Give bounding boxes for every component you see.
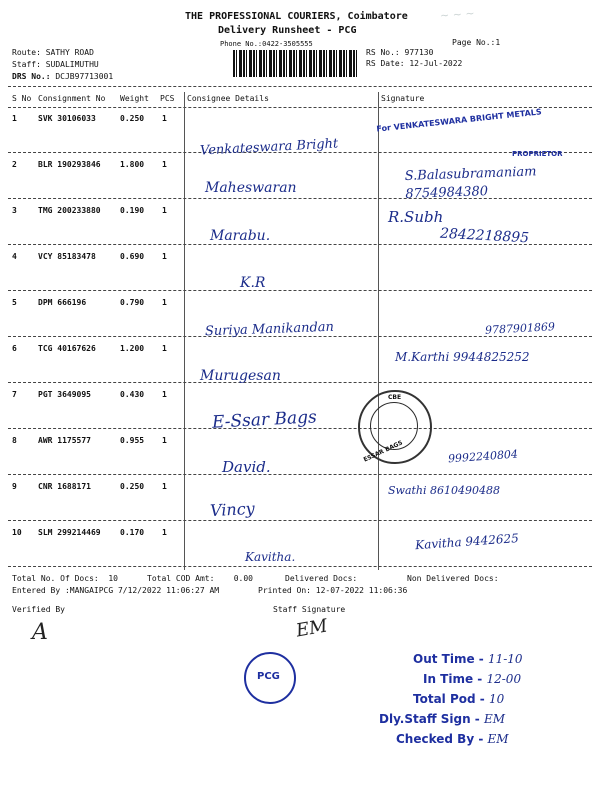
row-divider [8, 336, 592, 337]
consignee-hw-2: Maheswaran [205, 180, 297, 196]
total-cod: Total COD Amt: 0.00 [147, 574, 253, 583]
out-time-value: 11-10 [487, 652, 523, 666]
route-label: Route: SATHY ROAD [12, 48, 94, 57]
delivered-docs: Delivered Docs: [285, 574, 358, 583]
essar-bags-stamp [358, 390, 432, 464]
dly-staff-value: EM [483, 712, 506, 726]
column-headers [0, 94, 600, 106]
pcg-stamp-text: PCG [257, 671, 280, 682]
signature-hw-6: M.Karthi 9944825252 [395, 350, 530, 364]
proprietor-stamp: PROPRIETOR [512, 150, 563, 158]
row-pcs: 1 [162, 206, 167, 215]
in-time-row [423, 672, 521, 686]
verified-by-label: Verified By [12, 605, 65, 614]
col-consignee: Consignee Details [187, 94, 269, 103]
row-pcs: 1 [162, 252, 167, 261]
row-pcs: 1 [162, 390, 167, 399]
consignee-hw-7: E-Ssar Bags [211, 407, 318, 433]
company-name: THE PROFESSIONAL COURIERS, Coimbatore [185, 11, 408, 22]
row-weight: 0.250 [120, 114, 145, 123]
rs-date: RS Date: 12-Jul-2022 [366, 59, 463, 68]
row-pcs: 1 [162, 528, 167, 537]
non-delivered-docs: Non Delivered Docs: [407, 574, 499, 583]
barcode [233, 50, 358, 77]
row-sno: 2 [12, 160, 17, 169]
drs-line [12, 72, 113, 81]
row-pcs: 1 [162, 160, 167, 169]
row-consignment: BLR 190293846 [38, 160, 101, 169]
row-sno: 8 [12, 436, 17, 445]
row-weight: 0.790 [120, 298, 145, 307]
signature-hw-5: 9787901869 [484, 320, 556, 337]
row-consignment: SVK 30106033 [38, 114, 96, 123]
row-sno: 3 [12, 206, 17, 215]
runsheet-title: Delivery Runsheet - PCG [218, 25, 357, 36]
row-pcs: 1 [162, 436, 167, 445]
total-pod-label: Total Pod - [413, 692, 485, 706]
in-time-label: In Time - [423, 672, 483, 686]
checked-by-row [396, 732, 509, 746]
in-time-value: 12-00 [486, 672, 522, 686]
header-scribble: ~ ~ ~ [439, 6, 476, 23]
checked-by-value: EM [487, 732, 509, 746]
dly-staff-label: Dly.Staff Sign - [379, 712, 480, 726]
row-consignment: TCG 40167626 [38, 344, 96, 353]
row-consignment: PGT 3649095 [38, 390, 91, 399]
row-pcs: 1 [162, 114, 167, 123]
row-weight: 0.690 [120, 252, 145, 261]
row-divider [8, 566, 592, 567]
row-sno: 4 [12, 252, 17, 261]
table-row [0, 248, 600, 294]
table-top-rule [8, 86, 592, 87]
staff-signature-label: Staff Signature [273, 605, 346, 614]
row-divider [8, 382, 592, 383]
phone-number: Phone No.:0422-3505555 [220, 40, 313, 48]
row-consignment: SLM 299214469 [38, 528, 101, 537]
row-consignment: DPM 666196 [38, 298, 87, 307]
row-sno: 6 [12, 344, 17, 353]
row-sno: 10 [12, 528, 22, 537]
row-pcs: 1 [162, 482, 167, 491]
row-divider [8, 520, 592, 521]
row-sno: 5 [12, 298, 17, 307]
out-time-label: Out Time - [413, 652, 484, 666]
page-number: Page No.:1 [452, 38, 501, 47]
col-weight: Weight [120, 94, 149, 103]
signature-hw-9: Swathi 8610490488 [388, 484, 501, 497]
checked-by-label: Checked By - [396, 732, 484, 746]
signature-hw-8: 9992240804 [447, 447, 519, 466]
printed-on: Printed On: 12-07-2022 11:06:36 [258, 586, 408, 595]
rs-number: RS No.: 977130 [366, 48, 434, 57]
col-sno: S No [12, 94, 32, 103]
consignee-hw-9: Vincy [209, 498, 256, 521]
essar-ring-text: ESSAR BAGS [362, 439, 404, 464]
total-pod-value: 10 [488, 692, 505, 706]
pcg-stamp [244, 652, 296, 704]
row-sno: 7 [12, 390, 17, 399]
row-consignment: CNR 1688171 [38, 482, 91, 491]
staff-label: Staff: SUDALIMUTHU [12, 60, 99, 69]
row-divider [8, 290, 592, 291]
row-weight: 0.250 [120, 482, 145, 491]
col-consignment: Consignment No [38, 94, 106, 103]
consignee-hw-6: Murugesan [200, 368, 281, 384]
row-weight: 1.800 [120, 160, 145, 169]
verified-mark: A [32, 620, 48, 645]
row-sno: 1 [12, 114, 17, 123]
venkateswara-stamp: For VENKATESWARA BRIGHT METALS [375, 107, 543, 134]
row-consignment: AWR 1175577 [38, 436, 91, 445]
dly-staff-row [379, 712, 505, 726]
row-consignment: TMG 200233880 [38, 206, 101, 215]
drs-label: DRS No.: [12, 72, 51, 81]
consignee-hw-1: Venkateswara Bright [199, 136, 339, 159]
signature-hw-1: S.Balasubramaniam 8754984380 [404, 164, 537, 202]
table-row [0, 478, 600, 524]
essar-top-text: CBE [388, 394, 402, 401]
row-weight: 0.430 [120, 390, 145, 399]
table-header-rule [8, 107, 592, 108]
consignee-hw-5: Suriya Manikandan [204, 319, 335, 340]
staff-sign-mark: EM [294, 615, 330, 642]
consignee-hw-4: K.R [240, 275, 266, 291]
consignee-hw-3: Marabu. [210, 228, 271, 244]
row-sno: 9 [12, 482, 17, 491]
col-signature: Signature [381, 94, 425, 103]
row-weight: 1.200 [120, 344, 145, 353]
total-docs: Total No. Of Docs: 10 [12, 574, 118, 583]
entered-by: Entered By :MANGAIPCG 7/12/2022 11:06:27 AM [12, 586, 220, 595]
signature-hw-10: Kavitha 9442625 [414, 531, 520, 553]
consignee-hw-8: David. [222, 458, 271, 476]
row-divider [8, 474, 592, 475]
signature-hw-2: R.Subh [388, 208, 444, 226]
row-weight: 0.955 [120, 436, 145, 445]
consignee-hw-10: Kavitha. [245, 550, 296, 564]
time-stamp-block [376, 650, 566, 750]
total-pod-row [413, 692, 504, 706]
out-time-row [413, 652, 523, 666]
row-pcs: 1 [162, 344, 167, 353]
drs-number: DCJB97713001 [55, 72, 114, 81]
col-pcs: PCS [160, 94, 175, 103]
row-consignment: VCY 85183478 [38, 252, 96, 261]
row-pcs: 1 [162, 298, 167, 307]
row-weight: 0.190 [120, 206, 145, 215]
row-weight: 0.170 [120, 528, 145, 537]
signature-hw-3: 2842218895 [439, 225, 530, 247]
